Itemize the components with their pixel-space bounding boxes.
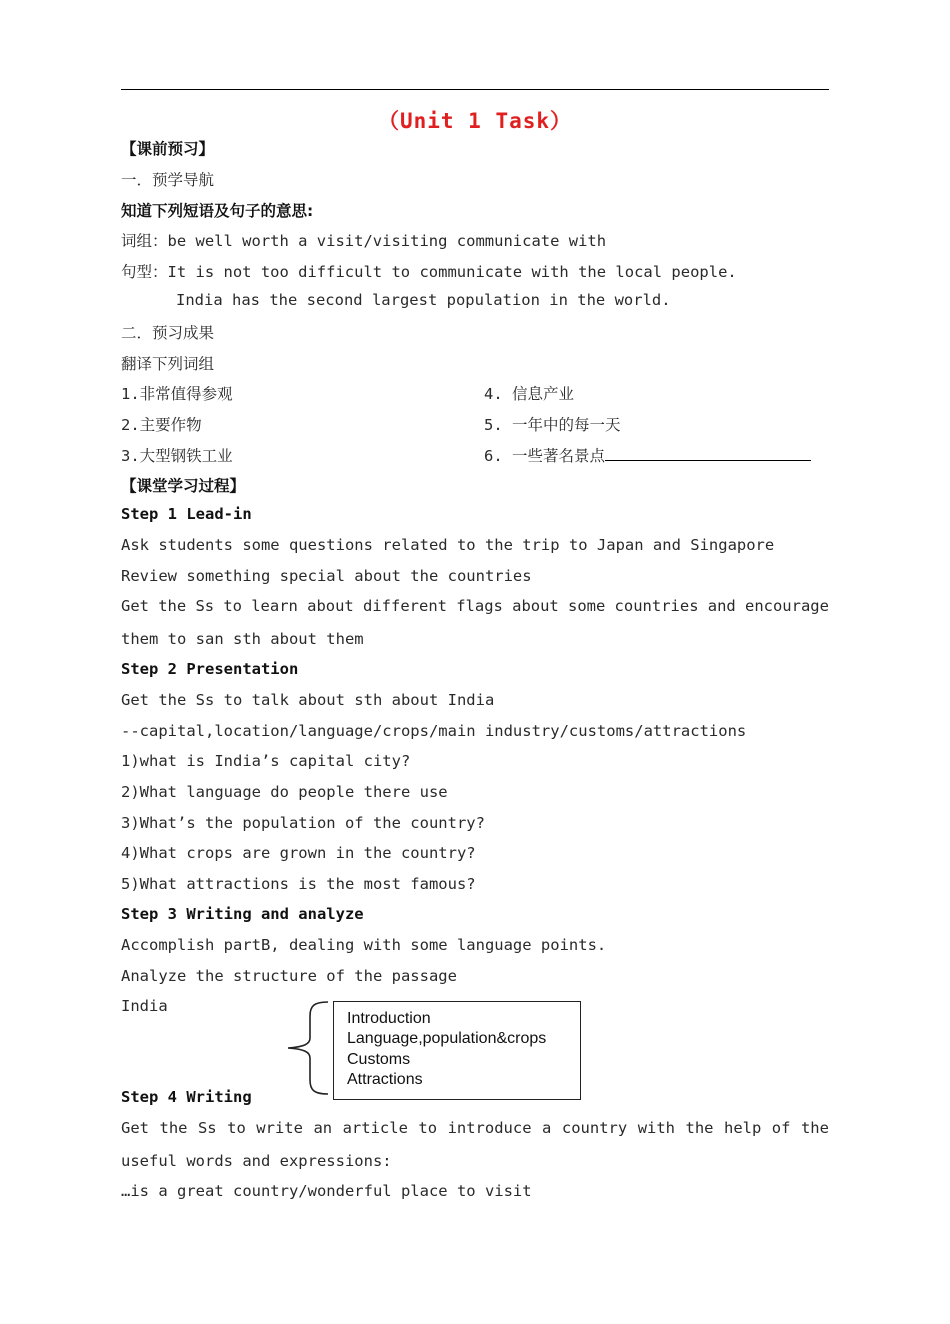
step3-line-2: Analyze the structure of the passage: [121, 967, 457, 985]
phrases-line: 词组：be well worth a visit/visiting communicate with: [121, 232, 607, 250]
section-two-heading: 二．预习成果: [121, 324, 215, 342]
step4-line-3: …is a great country/wonderful place to visit: [121, 1182, 532, 1200]
word: encourage: [744, 597, 829, 615]
word: Get: [121, 597, 149, 615]
word: to: [418, 1119, 438, 1137]
word: and: [707, 597, 736, 615]
question-5: 5)What attractions is the most famous?: [121, 875, 476, 893]
translate-item-4: 4. 信息产业: [484, 385, 574, 403]
word: with: [637, 1119, 676, 1137]
word: country: [561, 1119, 628, 1137]
india-label: India: [121, 997, 168, 1015]
word: the: [685, 1119, 714, 1137]
word: introduce: [447, 1119, 532, 1137]
classroom-heading: 【课堂学习过程】: [121, 477, 246, 495]
word: some: [568, 597, 606, 615]
page-title: （Unit 1 Task）: [377, 109, 573, 133]
question-1: 1)what is India’s capital city?: [121, 752, 411, 770]
word: about: [512, 597, 559, 615]
word: to: [223, 597, 242, 615]
step4-heading: Step 4 Writing: [121, 1088, 252, 1106]
section-preview-heading: 【课前预习】: [121, 140, 215, 158]
step4-line-1: [121, 1119, 829, 1137]
step1-heading: Step 1 Lead-in: [121, 505, 252, 523]
word: help: [723, 1119, 762, 1137]
word: article: [342, 1119, 408, 1137]
translate-item-1: 1.非常值得参观: [121, 385, 233, 403]
word: Ss: [195, 597, 215, 615]
know-meaning-instruction: 知道下列短语及句子的意思:: [121, 202, 314, 220]
step2-heading: Step 2 Presentation: [121, 660, 299, 678]
step2-line-2: --capital,location/language/crops/main industry/customs/attractions: [121, 722, 747, 740]
step1-line-1: Ask students some questions related to the trip to Japan and Singapore: [121, 536, 775, 554]
sentence-line-1: 句型：It is not too difficult to communicate with the local people.: [121, 263, 737, 281]
answer-blank[interactable]: [605, 446, 811, 461]
step2-line-1: Get the Ss to talk about sth about India: [121, 691, 495, 709]
word: of: [771, 1119, 791, 1137]
structure-item-attractions: Attractions: [347, 1071, 423, 1088]
translate-item-6-row: [484, 444, 811, 466]
word: write: [256, 1119, 303, 1137]
translate-item-2: 2.主要作物: [121, 416, 202, 434]
step1-line-2: Review something special about the countries: [121, 567, 532, 585]
structure-item-introduction: Introduction: [347, 1010, 431, 1027]
step1-line-4: them to san sth about them: [121, 630, 364, 648]
translate-item-3: 3.大型钢铁工业: [121, 447, 233, 465]
translate-item-5: 5. 一年中的每一天: [484, 416, 621, 434]
step3-heading: Step 3 Writing and analyze: [121, 905, 364, 923]
step4-line-2: useful words and expressions:: [121, 1152, 392, 1170]
word: countries: [614, 597, 699, 615]
word: the: [158, 597, 187, 615]
section-one-heading: 一．预学导航: [121, 171, 215, 189]
word: Get: [121, 1119, 149, 1137]
word: about: [307, 597, 354, 615]
word: different: [363, 597, 447, 615]
question-4: 4)What crops are grown in the country?: [121, 844, 476, 862]
translate-instruction: 翻译下列词组: [121, 355, 215, 373]
word: Ss: [197, 1119, 217, 1137]
step3-line-1: Accomplish partB, dealing with some language points.: [121, 936, 607, 954]
structure-item-customs: Customs: [347, 1051, 411, 1068]
word: the: [159, 1119, 188, 1137]
header-rule: [121, 89, 829, 90]
curly-brace-icon: [284, 1000, 334, 1096]
word: to: [227, 1119, 246, 1137]
word: the: [800, 1119, 829, 1137]
question-3: 3)What’s the population of the country?: [121, 814, 485, 832]
word: learn: [251, 597, 298, 615]
word: a: [542, 1119, 552, 1137]
translate-item-6: 6. 一些著名景点: [484, 447, 605, 465]
question-2: 2)What language do people there use: [121, 783, 448, 801]
structure-item-language: Language,population&crops: [347, 1030, 547, 1047]
word: flags: [456, 597, 503, 615]
word: an: [313, 1119, 333, 1137]
step1-line-3: [121, 597, 829, 615]
sentence-line-2: India has the second largest population in the world.: [176, 291, 671, 309]
